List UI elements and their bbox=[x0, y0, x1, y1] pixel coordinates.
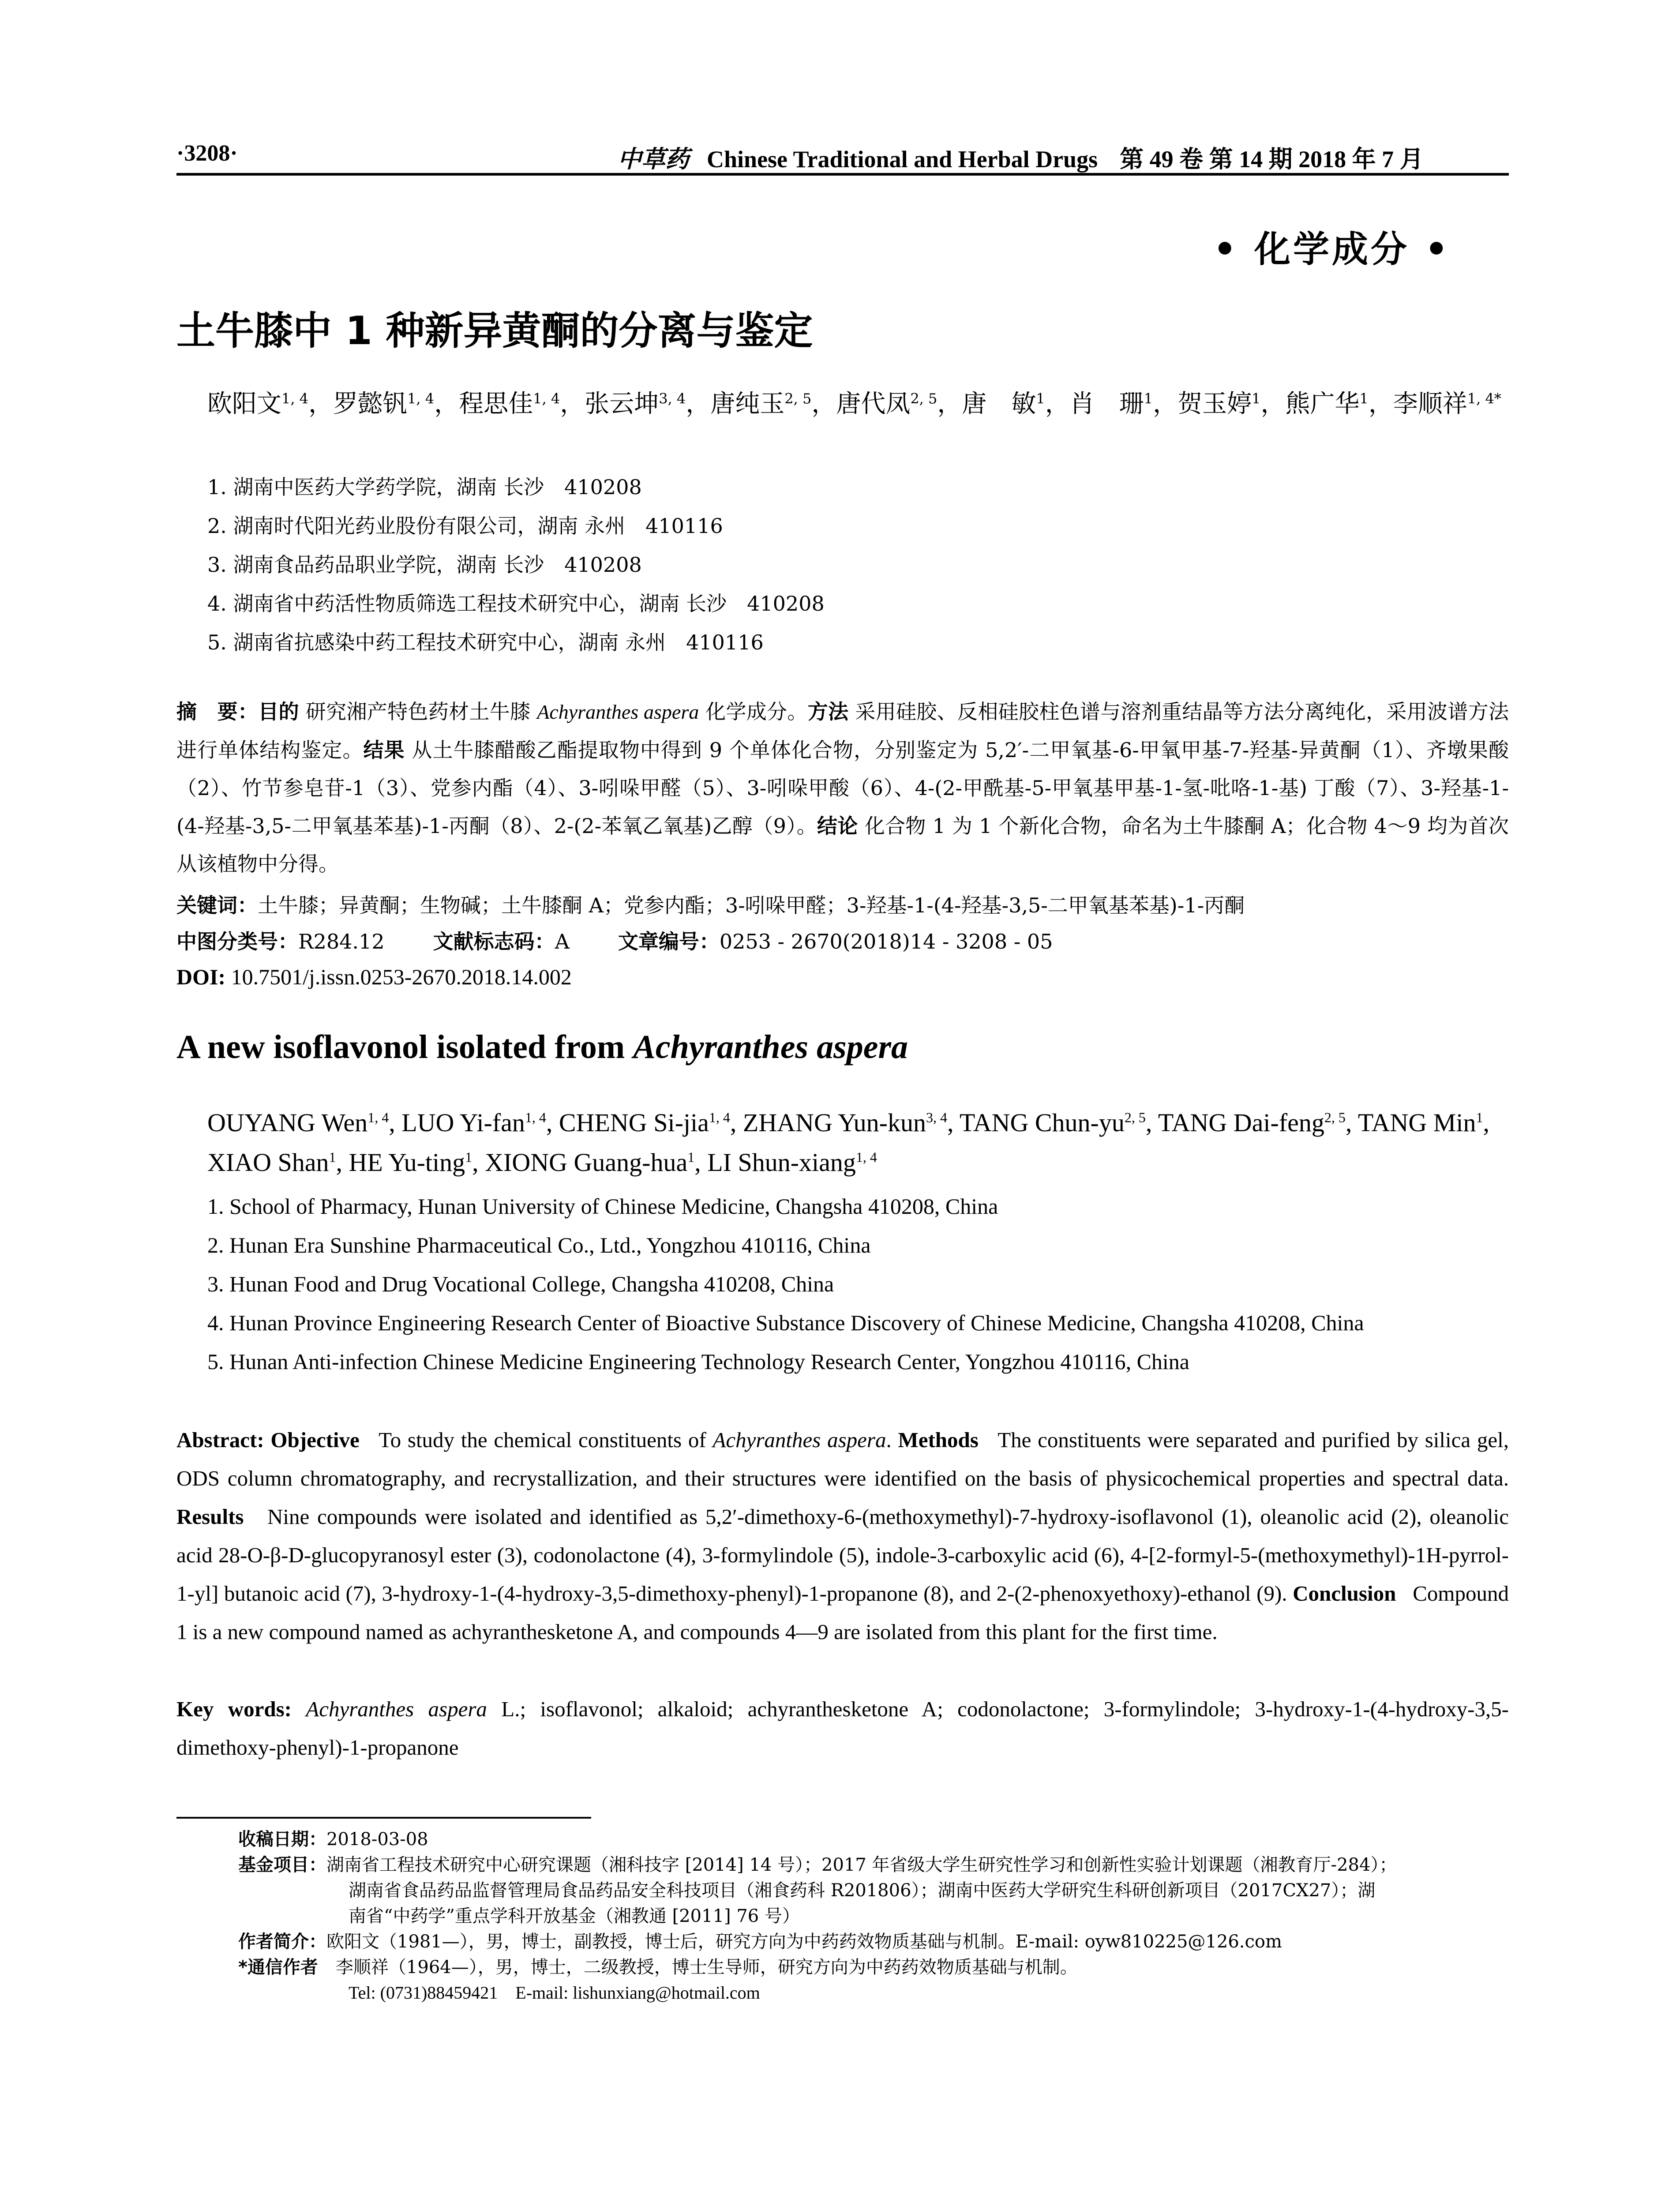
keywords-cn-label: 关键词： bbox=[176, 893, 258, 917]
author-en bbox=[1358, 1108, 1489, 1137]
author-affiliation-sup: 3, 4 bbox=[659, 390, 686, 407]
journal-name bbox=[618, 140, 1424, 174]
author-en bbox=[559, 1108, 743, 1137]
results-label-en: Results bbox=[176, 1504, 244, 1529]
objective-label-cn: 目的 bbox=[258, 700, 299, 724]
doi-value[interactable]: 10.7501/j.issn.0253-2670.2018.14.002 bbox=[231, 964, 572, 989]
author-affiliation-sup: 3, 4 bbox=[926, 1109, 947, 1126]
author-separator: ， bbox=[1368, 390, 1393, 418]
affiliation-cn: 2. 湖南时代阳光药业股份有限公司，湖南 永州 410116 bbox=[207, 514, 723, 538]
author-name: OUYANG Wen bbox=[207, 1108, 368, 1137]
author-cn bbox=[710, 390, 836, 418]
conclusion-label-en: Conclusion bbox=[1293, 1581, 1396, 1606]
abstract-cn bbox=[176, 693, 1509, 883]
author-separator: , bbox=[694, 1148, 708, 1177]
doi-line bbox=[176, 959, 572, 994]
fund-text-1: 湖南省工程技术研究中心研究课题（湘科技字 [2014] 14 号）；2017 年省级大学生研究性学习和创新性实验计划课题（湘教育厅-284）； bbox=[326, 1855, 1397, 1875]
journal-name-en: Chinese Traditional and Herbal Drugs bbox=[707, 146, 1098, 173]
author-en bbox=[1158, 1108, 1358, 1137]
author-name: XIONG Guang-hua bbox=[485, 1148, 688, 1177]
author-cn bbox=[836, 390, 962, 418]
corresponding-contact: Tel: (0731)88459421 E-mail: lishunxiang@hotmail.com bbox=[349, 1983, 760, 2003]
author-separator: , bbox=[336, 1148, 349, 1177]
affiliation-cn: 4. 湖南省中药活性物质筛选工程技术研究中心，湖南 长沙 410208 bbox=[207, 592, 825, 615]
clc-label: 中图分类号： bbox=[176, 930, 298, 953]
author-cn bbox=[333, 390, 459, 418]
affiliation-cn: 5. 湖南省抗感染中药工程技术研究中心，湖南 永州 410116 bbox=[207, 630, 764, 654]
author-name: 程思佳 bbox=[459, 390, 533, 418]
authors-en bbox=[207, 1103, 1526, 1182]
article-no-value: 0253 - 2670(2018)14 - 3208 - 05 bbox=[719, 930, 1053, 953]
author-separator: ， bbox=[560, 390, 585, 418]
author-separator: ， bbox=[937, 390, 962, 418]
affiliation-cn: 3. 湖南食品药品职业学院，湖南 长沙 410208 bbox=[207, 553, 642, 577]
running-header bbox=[176, 140, 1509, 176]
conclusion-text-cn: 化合物 1 为 1 个新化合物，命名为土牛膝酮 A；化合物 4～9 均为首次从该植物中分得。 bbox=[176, 814, 1509, 876]
author-affiliation-sup: 1 bbox=[1476, 1109, 1483, 1126]
author-en bbox=[485, 1148, 707, 1177]
author-separator: , bbox=[947, 1108, 960, 1137]
keywords-en-label: Key words: bbox=[176, 1697, 292, 1721]
affiliation-en: 3. Hunan Food and Drug Vocational College, Changsha 410208, China bbox=[207, 1272, 834, 1296]
results-text-cn: 从土牛膝醋酸乙酯提取物中得到 9 个单体化合物，分别鉴定为 5,2′-二甲氧基-6-甲氧甲基-7-羟基-异黄酮（1）、齐墩果酸（2）、竹节参皂苷-1（3）、党参内酯（4）、3-吲哚甲醛（5）、3-吲哚甲酸（6）、4-(2-甲酰基-5-甲氧基甲基-1-氢-吡咯-1-基) 丁酸（7）、3-羟基-1-(4-羟基-3,5-二甲氧基苯基)-1-丙酮（8）、2-(2-苯氧乙氧基)乙醇（9）。 bbox=[176, 738, 1509, 838]
author-en bbox=[207, 1148, 349, 1177]
author-separator: ， bbox=[308, 390, 334, 418]
article-no-label: 文章编号： bbox=[618, 930, 720, 953]
title-en-main: A new isoflavonol isolated from bbox=[176, 1028, 634, 1065]
author-en bbox=[207, 1108, 401, 1137]
author-affiliation-sup: 1, 4 bbox=[855, 1149, 877, 1165]
conclusion-text-en: Compound 1 is a new compound named as achyranthesketone A, and compounds 4—9 are isolated from this plant for the first time. bbox=[176, 1581, 1509, 1644]
author-affiliation-sup: 1 bbox=[1359, 390, 1369, 407]
author-name: ZHANG Yun-kun bbox=[742, 1108, 926, 1137]
author-name: 唐代凤 bbox=[836, 390, 911, 418]
author-affiliation-sup: 2, 5 bbox=[1324, 1109, 1346, 1126]
author-affiliation-sup: 1 bbox=[687, 1149, 695, 1165]
author-cn bbox=[962, 390, 1069, 418]
abstract-en-label: Abstract: bbox=[176, 1428, 264, 1452]
author-name: LI Shun-xiang bbox=[707, 1148, 856, 1177]
author-affiliation-sup: 1, 4 bbox=[533, 390, 560, 407]
fund-text-3: 南省“中药学”重点学科开放基金（湘教通 [2011] 76 号） bbox=[349, 1906, 800, 1926]
footnote-author bbox=[238, 1929, 1504, 1955]
section-tag: • 化学成分 • bbox=[1213, 229, 1451, 270]
objective-text-cn-end: 化学成分。 bbox=[699, 700, 808, 724]
methods-label-cn: 方法 bbox=[807, 700, 849, 724]
abstract-cn-label: 摘 要： bbox=[176, 700, 259, 724]
author-cn bbox=[585, 390, 710, 418]
affiliations-cn bbox=[207, 468, 825, 662]
affiliation-en: 4. Hunan Province Engineering Research Center of Bioactive Substance Discovery of Chinese Medicine, Changsha 410208, China bbox=[207, 1310, 1364, 1335]
title-cn: 土牛膝中 1 种新异黄酮的分离与鉴定 bbox=[176, 308, 813, 353]
keywords-en bbox=[176, 1690, 1509, 1767]
abstract-en bbox=[176, 1421, 1509, 1651]
author-name: 熊广华 bbox=[1285, 390, 1360, 418]
footnote-corresponding bbox=[238, 1955, 1504, 1980]
author-separator: , bbox=[1483, 1108, 1489, 1137]
journal-issue: 第 49 卷 第 14 期 2018 年 7 月 bbox=[1120, 146, 1424, 173]
author-affiliation-sup: 1, 4 bbox=[281, 390, 309, 407]
affiliation-en: 1. School of Pharmacy, Hunan University of Chinese Medicine, Changsha 410208, China bbox=[207, 1194, 998, 1219]
author-name: TANG Min bbox=[1358, 1108, 1476, 1137]
author-name: HE Yu-ting bbox=[349, 1148, 465, 1177]
author-affiliation-sup: 1, 4 bbox=[525, 1109, 546, 1126]
author-affiliation-sup: 1, 4 bbox=[407, 390, 435, 407]
conclusion-label-cn: 结论 bbox=[817, 814, 858, 838]
affiliation-cn: 1. 湖南中医药大学药学院，湖南 长沙 410208 bbox=[207, 475, 642, 499]
author-separator: , bbox=[546, 1108, 559, 1137]
author-cn bbox=[207, 390, 333, 418]
keywords-en-text: L.; isoflavonol; alkaloid; achyranthesketone A; codonolactone; 3-formylindole; 3-hydroxy-1-(4-hydroxy-3,5-dimethoxy-phenyl)-1-propanone bbox=[176, 1697, 1509, 1760]
methods-text-en: The constituents were separated and purified by silica gel, ODS column chromatography, and recrystallization, and their structures were identified on the basis of physicochemical properties and spectral data. bbox=[176, 1428, 1509, 1490]
classification-line bbox=[176, 924, 1053, 959]
author-bio-label: 作者简介： bbox=[238, 1932, 326, 1952]
affiliations-en bbox=[207, 1187, 1364, 1381]
author-affiliation-sup: 1, 4* bbox=[1467, 390, 1501, 407]
author-separator: ， bbox=[434, 390, 459, 418]
author-name: XIAO Shan bbox=[207, 1148, 329, 1177]
title-en-species: Achyranthes aspera bbox=[633, 1028, 908, 1065]
methods-text-cn: 采用硅胶、反相硅胶柱色谱与溶剂重结晶等方法分离纯化，采用波谱方法进行单体结构鉴定。 bbox=[176, 700, 1509, 762]
results-label-cn: 结果 bbox=[363, 738, 405, 762]
author-cn bbox=[1070, 390, 1178, 418]
author-affiliation-sup: 1 bbox=[329, 1149, 336, 1165]
author-separator: ， bbox=[1260, 390, 1286, 418]
author-separator: ， bbox=[1045, 390, 1070, 418]
author-separator: , bbox=[730, 1108, 743, 1137]
author-name: TANG Dai-feng bbox=[1158, 1108, 1324, 1137]
author-name: TANG Chun-yu bbox=[959, 1108, 1125, 1137]
author-separator: ， bbox=[1153, 390, 1178, 418]
author-name: LUO Yi-fan bbox=[401, 1108, 525, 1137]
author-cn bbox=[1178, 390, 1285, 418]
received-date: 2018-03-08 bbox=[326, 1829, 428, 1850]
objective-label-en: Objective bbox=[270, 1428, 360, 1452]
clc-value: R284.12 bbox=[298, 930, 385, 953]
author-en bbox=[743, 1108, 960, 1137]
author-affiliation-sup: 1 bbox=[1036, 390, 1045, 407]
author-cn bbox=[1285, 390, 1393, 418]
author-separator: ， bbox=[686, 390, 711, 418]
author-separator: , bbox=[1145, 1108, 1158, 1137]
affiliation-en: 2. Hunan Era Sunshine Pharmaceutical Co., Ltd., Yongzhou 410116, China bbox=[207, 1233, 871, 1257]
methods-label-en: Methods bbox=[898, 1428, 979, 1452]
author-separator: , bbox=[1345, 1108, 1358, 1137]
corresponding-text: 李顺祥（1964—），男，博士，二级教授，博士生导师，研究方向为中药药效物质基础与机制。 bbox=[335, 1957, 1078, 1977]
author-separator: , bbox=[389, 1108, 402, 1137]
doi-label: DOI: bbox=[176, 964, 226, 989]
author-cn bbox=[459, 390, 585, 418]
author-cn bbox=[1393, 390, 1501, 418]
footnotes bbox=[238, 1827, 1504, 2006]
keywords-cn bbox=[176, 888, 1245, 923]
author-separator: ， bbox=[811, 390, 836, 418]
affiliation-en: 5. Hunan Anti-infection Chinese Medicine Engineering Technology Research Center, Yongzhou 410116, China bbox=[207, 1349, 1190, 1374]
author-separator: , bbox=[472, 1148, 485, 1177]
page-number: ·3208· bbox=[176, 141, 238, 166]
results-text-en: Nine compounds were isolated and identified as 5,2′-dimethoxy-6-(methoxymethyl)-7-hydroxy-isoflavonol (1), oleanolic acid (2), oleanolic acid 28-O-β-D-glucopyranosyl ester (3), codonolactone (4), 3-formylindole (5), indole-3-carboxylic acid (6), 4-[2-formyl-5-(methoxymethyl)-1H-pyrrol-1-yl] butanoic acid (7), 3-hydroxy-1-(4-hydroxy-3,5-dimethoxy-phenyl)-1-propanone (8), and 2-(2-phenoxyethoxy)-ethanol (9). bbox=[176, 1504, 1509, 1606]
doc-code-label: 文献标志码： bbox=[433, 930, 555, 953]
doc-code-value: A bbox=[555, 930, 570, 953]
footnote-rule bbox=[176, 1817, 591, 1819]
author-name: 肖 珊 bbox=[1069, 390, 1144, 418]
author-affiliation-sup: 2, 5 bbox=[784, 390, 812, 407]
author-name: CHENG Si-jia bbox=[559, 1108, 709, 1137]
author-affiliation-sup: 1 bbox=[1144, 390, 1153, 407]
author-name: 贺玉婷 bbox=[1178, 390, 1252, 418]
author-name: 唐 敏 bbox=[962, 390, 1036, 418]
species-name-en: Achyranthes aspera bbox=[712, 1428, 886, 1452]
corresponding-label: *通信作者 bbox=[238, 1957, 336, 1977]
author-name: 唐纯玉 bbox=[710, 390, 785, 418]
species-name: Achyranthes aspera bbox=[537, 701, 699, 723]
authors-cn bbox=[207, 384, 1513, 424]
author-en bbox=[349, 1148, 485, 1177]
objective-text-cn: 研究湘产特色药材土牛膝 bbox=[305, 700, 537, 724]
author-en bbox=[707, 1148, 877, 1177]
author-name: 李顺祥 bbox=[1393, 390, 1467, 418]
author-en bbox=[960, 1108, 1158, 1137]
keywords-cn-text: 土牛膝；异黄酮；生物碱；土牛膝酮 A；党参内酯；3-吲哚甲醛；3-羟基-1-(4-羟基-3,5-二甲氧基苯基)-1-丙酮 bbox=[258, 893, 1245, 917]
author-affiliation-sup: 1, 4 bbox=[709, 1109, 730, 1126]
author-affiliation-sup: 1 bbox=[1252, 390, 1261, 407]
received-label: 收稿日期： bbox=[238, 1829, 326, 1850]
title-en bbox=[176, 1028, 908, 1066]
footnote-received bbox=[238, 1827, 1504, 1852]
author-affiliation-sup: 2, 5 bbox=[1124, 1109, 1146, 1126]
author-name: 欧阳文 bbox=[207, 390, 281, 418]
footnote-fund bbox=[238, 1852, 1504, 1878]
author-bio-text: 欧阳文（1981—），男，博士，副教授，博士后，研究方向为中药药效物质基础与机制。E-mail: oyw810225@126.com bbox=[326, 1932, 1282, 1952]
author-name: 张云坤 bbox=[585, 390, 659, 418]
author-name: 罗懿钒 bbox=[333, 390, 408, 418]
author-en bbox=[401, 1108, 559, 1137]
author-affiliation-sup: 2, 5 bbox=[910, 390, 938, 407]
author-affiliation-sup: 1 bbox=[465, 1149, 472, 1165]
journal-name-cn: 中草药 bbox=[618, 145, 689, 173]
fund-label: 基金项目： bbox=[238, 1855, 326, 1875]
objective-text-en: To study the chemical constituents of bbox=[379, 1428, 713, 1452]
author-affiliation-sup: 1, 4 bbox=[368, 1109, 389, 1126]
objective-text-en-end: . bbox=[886, 1428, 892, 1452]
keywords-en-species: Achyranthes aspera bbox=[306, 1697, 487, 1721]
fund-text-2: 湖南省食品药品监督管理局食品药品安全科技项目（湘食药科 R201806）；湖南中医药大学研究生科研创新项目（2017CX27）；湖 bbox=[349, 1880, 1376, 1901]
